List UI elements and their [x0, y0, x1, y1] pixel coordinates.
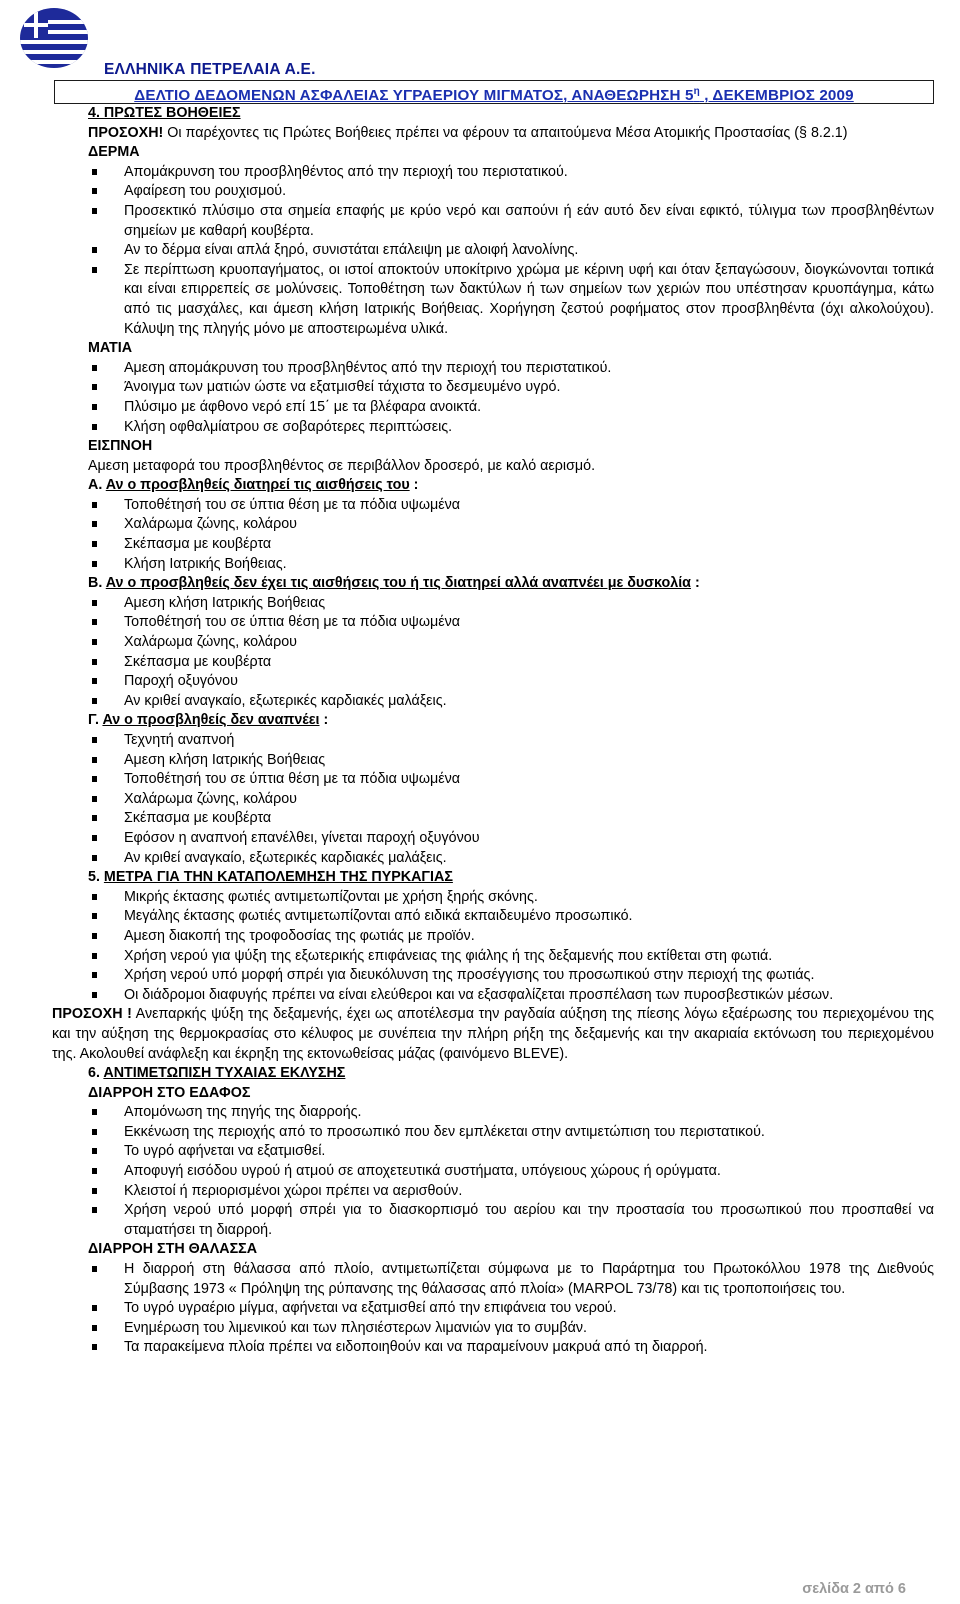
list-item: Το υγρό αφήνεται να εξατμισθεί.: [88, 1142, 934, 1162]
firefighting-list: [52, 888, 934, 1006]
skin-heading: ΔΕΡΜΑ: [88, 144, 140, 161]
list-item: Άνοιγμα των ματιών ώστε να εξατμισθεί τάχιστα το δεσμευμένο υγρό.: [88, 378, 934, 398]
list-item: Χρήση νερού υπό μορφή σπρέι για το διασκορπισμό του αερίου και την προστασία του προσωπικού που προσπαθεί να σταματήσει τη διαρροή.: [88, 1201, 934, 1240]
list-item: Το υγρό υγραέριο μίγμα, αφήνεται να εξατμισθεί από την επιφάνεια του νερού.: [88, 1299, 934, 1319]
list-item: Αμεση διακοπή της τροφοδοσίας της φωτιάς με προϊόν.: [88, 927, 934, 947]
skin-list: [52, 163, 934, 339]
list-item: Προσεκτικό πλύσιμο στα σημεία επαφής με κρύο νερό και σαπούνι ή εάν αυτό δεν είναι εφικτό, τύλιγμα των προσβληθέντων σημείων με καθαρή κουβέρτα.: [88, 202, 934, 241]
list-item: Χαλάρωμα ζώνης, κολάρου: [88, 515, 934, 535]
list-item: Χαλάρωμα ζώνης, κολάρου: [88, 633, 934, 653]
list-item: Μικρής έκτασης φωτιές αντιμετωπίζονται με χρήση ξηρής σκόνης.: [88, 888, 934, 908]
list-item: Κλήση Ιατρικής Βοήθειας.: [88, 555, 934, 575]
company-logo-icon: [18, 6, 90, 70]
list-item: Αν κριθεί αναγκαίο, εξωτερικές καρδιακές μαλάξεις.: [88, 692, 934, 712]
case-b-list: [52, 594, 934, 712]
bleve-warning: ΠΡΟΣΟΧΗ ! Ανεπαρκής ψύξη της δεξαμενής, έχει ως αποτέλεσμα την ραγδαία αύξηση της πίεσης λόγω εξαέρωσης του περιεχομένου της και την αύξηση της θερμοκρασίας στο κέλυφος με συνέπεια την πλήρη ρήξη της δεξαμενής και την ακαριαία εκτόνωση του περιεχομένου της. Ακολουθεί ανάφλεξη και έκρηξη της εκτονωθείσας μάζας (φαινόμενο BLEVE).: [52, 1006, 934, 1062]
list-item: Πλύσιμο με άφθονο νερό επί 15΄ με τα βλέφαρα ανοικτά.: [88, 398, 934, 418]
list-item: Εφόσον η αναπνοή επανέλθει, γίνεται παροχή οξυγόνου: [88, 829, 934, 849]
case-b-heading: Β. Αν ο προσβληθείς δεν έχει τις αισθήσεις του ή τις διατηρεί αλλά αναπνέει με δυσκολία :: [88, 575, 700, 592]
list-item: Κλήση οφθαλμίατρου σε σοβαρότερες περιπτώσεις.: [88, 418, 934, 438]
ground-leak-heading: ΔΙΑΡΡΟΗ ΣΤΟ ΕΔΑΦΟΣ: [88, 1084, 251, 1101]
list-item: Απομόνωση της πηγής της διαρροής.: [88, 1103, 934, 1123]
case-c-heading: Γ. Αν ο προσβληθείς δεν αναπνέει :: [88, 712, 329, 729]
list-item: Παροχή οξυγόνου: [88, 672, 934, 692]
list-item: Σκέπασμα με κουβέρτα: [88, 653, 934, 673]
list-item: Αποφυγή εισόδου υγρού ή ατμού σε αποχετευτικά συστήματα, υπόγειους χώρους ή ορύγματα.: [88, 1162, 934, 1182]
page-number: σελίδα 2 από 6: [802, 1581, 906, 1597]
list-item: Εκκένωση της περιοχής από το προσωπικό που δεν εμπλέκεται στην αντιμετώπιση του περιστατικού.: [88, 1123, 934, 1143]
list-item: Χρήση νερού υπό μορφή σπρέι για διευκόλυνση της προσέγγισης του προσωπικού στην περιοχή της φωτιάς.: [88, 966, 934, 986]
eyes-heading: ΜΑΤΙΑ: [88, 340, 133, 357]
list-item: Μεγάλης έκτασης φωτιές αντιμετωπίζονται από ειδικά εκπαιδευμένο προσωπικό.: [88, 907, 934, 927]
list-item: Τοποθέτησή του σε ύπτια θέση με τα πόδια υψωμένα: [88, 770, 934, 790]
document-title: ΔΕΛΤΙΟ ΔΕΔΟΜΕΝΩΝ ΑΣΦΑΛΕΙΑΣ ΥΓΡΑΕΡΙΟΥ ΜΙΓΜΑΤΟΣ, ΑΝΑΘΕΩΡΗΣΗ $5^\eta$ , ΔΕΚΕΜΒΡΙΟΣ 2009: [134, 86, 854, 105]
inhalation-heading: ΕΙΣΠΝΟΗ: [88, 438, 153, 455]
section-6-heading: 6. ΑΝΤΙΜΕΤΩΠΙΣΗ ΤΥΧΑΙΑΣ ΕΚΛΥΣΗΣ: [88, 1065, 346, 1082]
case-a-list: [52, 496, 934, 574]
list-item: Τοποθέτησή του σε ύπτια θέση με τα πόδια υψωμένα: [88, 613, 934, 633]
list-item: Τεχνητή αναπνοή: [88, 731, 934, 751]
ground-leak-list: [52, 1103, 934, 1240]
ppe-warning: ΠΡΟΣΟΧΗ! Οι παρέχοντες τις Πρώτες Βοήθειες πρέπει να φέρουν τα απαιτούμενα Μέσα Ατομικής Προστασίας (§ 8.2.1): [88, 124, 848, 141]
company-name: ΕΛΛΗΝΙΚΑ ΠΕΤΡΕΛΑΙΑ Α.Ε.: [104, 61, 316, 78]
list-item: Αμεση απομάκρυνση του προσβληθέντος από την περιοχή του περιστατικού.: [88, 359, 934, 379]
list-item: Αν κριθεί αναγκαίο, εξωτερικές καρδιακές μαλάξεις.: [88, 849, 934, 869]
eyes-list: [52, 359, 934, 437]
list-item: Χρήση νερού για ψύξη της εξωτερικής επιφάνειας της φιάλης ή της δεξαμενής που εκτίθεται στη φωτιά.: [88, 947, 934, 967]
list-item: Αμεση κλήση Ιατρικής Βοήθειας: [88, 594, 934, 614]
section-5-heading: 5. ΜΕΤΡΑ ΓΙΑ ΤΗΝ ΚΑΤΑΠΟΛΕΜΗΣΗ ΤΗΣ ΠΥΡΚΑΓΙΑΣ: [88, 869, 453, 886]
list-item: Αμεση κλήση Ιατρικής Βοήθειας: [88, 751, 934, 771]
list-item: Απομάκρυνση του προσβληθέντος από την περιοχή του περιστατικού.: [88, 163, 934, 183]
list-item: Σε περίπτωση κρυοπαγήματος, οι ιστοί αποκτούν υποκίτρινο χρώμα με κέρινη υφή και όταν ξεπαγώσουν, διογκώνονται τοπικά και είναι επιρρεπείς σε μολύνσεις. Τοποθέτηση των δακτύλων ή των σημείων των χεριών που υπέστησαν κρυοπάγημα, κάτω από τις μασχάλες, και άμεση κλήση Ιατρικής Βοήθειας. Χορήγηση ζεστού ροφήματος στον προσβληθέντα (όχι αλκολούχου). Κάλυψη της πληγής μόνο με αποστειρωμένα υλικά.: [88, 261, 934, 339]
sea-leak-heading: ΔΙΑΡΡΟΗ ΣΤΗ ΘΑΛΑΣΣΑ: [88, 1241, 258, 1258]
list-item: Σκέπασμα με κουβέρτα: [88, 535, 934, 555]
inhalation-intro: Αμεση μεταφορά του προσβληθέντος σε περιβάλλον δροσερό, με καλό αερισμό.: [88, 457, 596, 474]
list-item: Χαλάρωμα ζώνης, κολάρου: [88, 790, 934, 810]
list-item: Αν το δέρμα είναι απλά ξηρό, συνιστάται επάλειψη με αλοιφή λανολίνης.: [88, 241, 934, 261]
case-a-heading: Α. Αν ο προσβληθείς διατηρεί τις αισθήσεις του :: [88, 477, 419, 494]
list-item: Ενημέρωση του λιμενικού και των πλησιέστερων λιμανιών για το συμβάν.: [88, 1319, 934, 1339]
list-item: Τα παρακείμενα πλοία πρέπει να ειδοποιηθούν και να παραμείνουν μακρυά από τη διαρροή.: [88, 1338, 934, 1358]
section-4-heading: 4. ΠΡΩΤΕΣ ΒΟΗΘΕΙΕΣ: [88, 105, 241, 121]
case-c-list: [52, 731, 934, 868]
list-item: Αφαίρεση του ρουχισμού.: [88, 182, 934, 202]
sea-leak-list: [52, 1260, 934, 1358]
list-item: Τοποθέτησή του σε ύπτια θέση με τα πόδια υψωμένα: [88, 496, 934, 516]
list-item: Οι διάδρομοι διαφυγής πρέπει να είναι ελεύθεροι και να εξασφαλίζεται προσπέλαση των πυροσβεστικών μέσων.: [88, 986, 934, 1006]
list-item: Κλειστοί ή περιορισμένοι χώροι πρέπει να αερισθούν.: [88, 1182, 934, 1202]
list-item: Σκέπασμα με κουβέρτα: [88, 809, 934, 829]
list-item: Η διαρροή στη θάλασσα από πλοίο, αντιμετωπίζεται σύμφωνα με το Παράρτημα του Πρωτοκόλλου 1978 της Διεθνούς Σύμβασης 1973 « Πρόληψη της ρύπανσης της θάλασσας από πλοία» (MARPOL 73/78) και τις τροποποιήσεις του.: [88, 1260, 934, 1299]
page-header: [0, 0, 960, 106]
document-body: [52, 104, 934, 1358]
